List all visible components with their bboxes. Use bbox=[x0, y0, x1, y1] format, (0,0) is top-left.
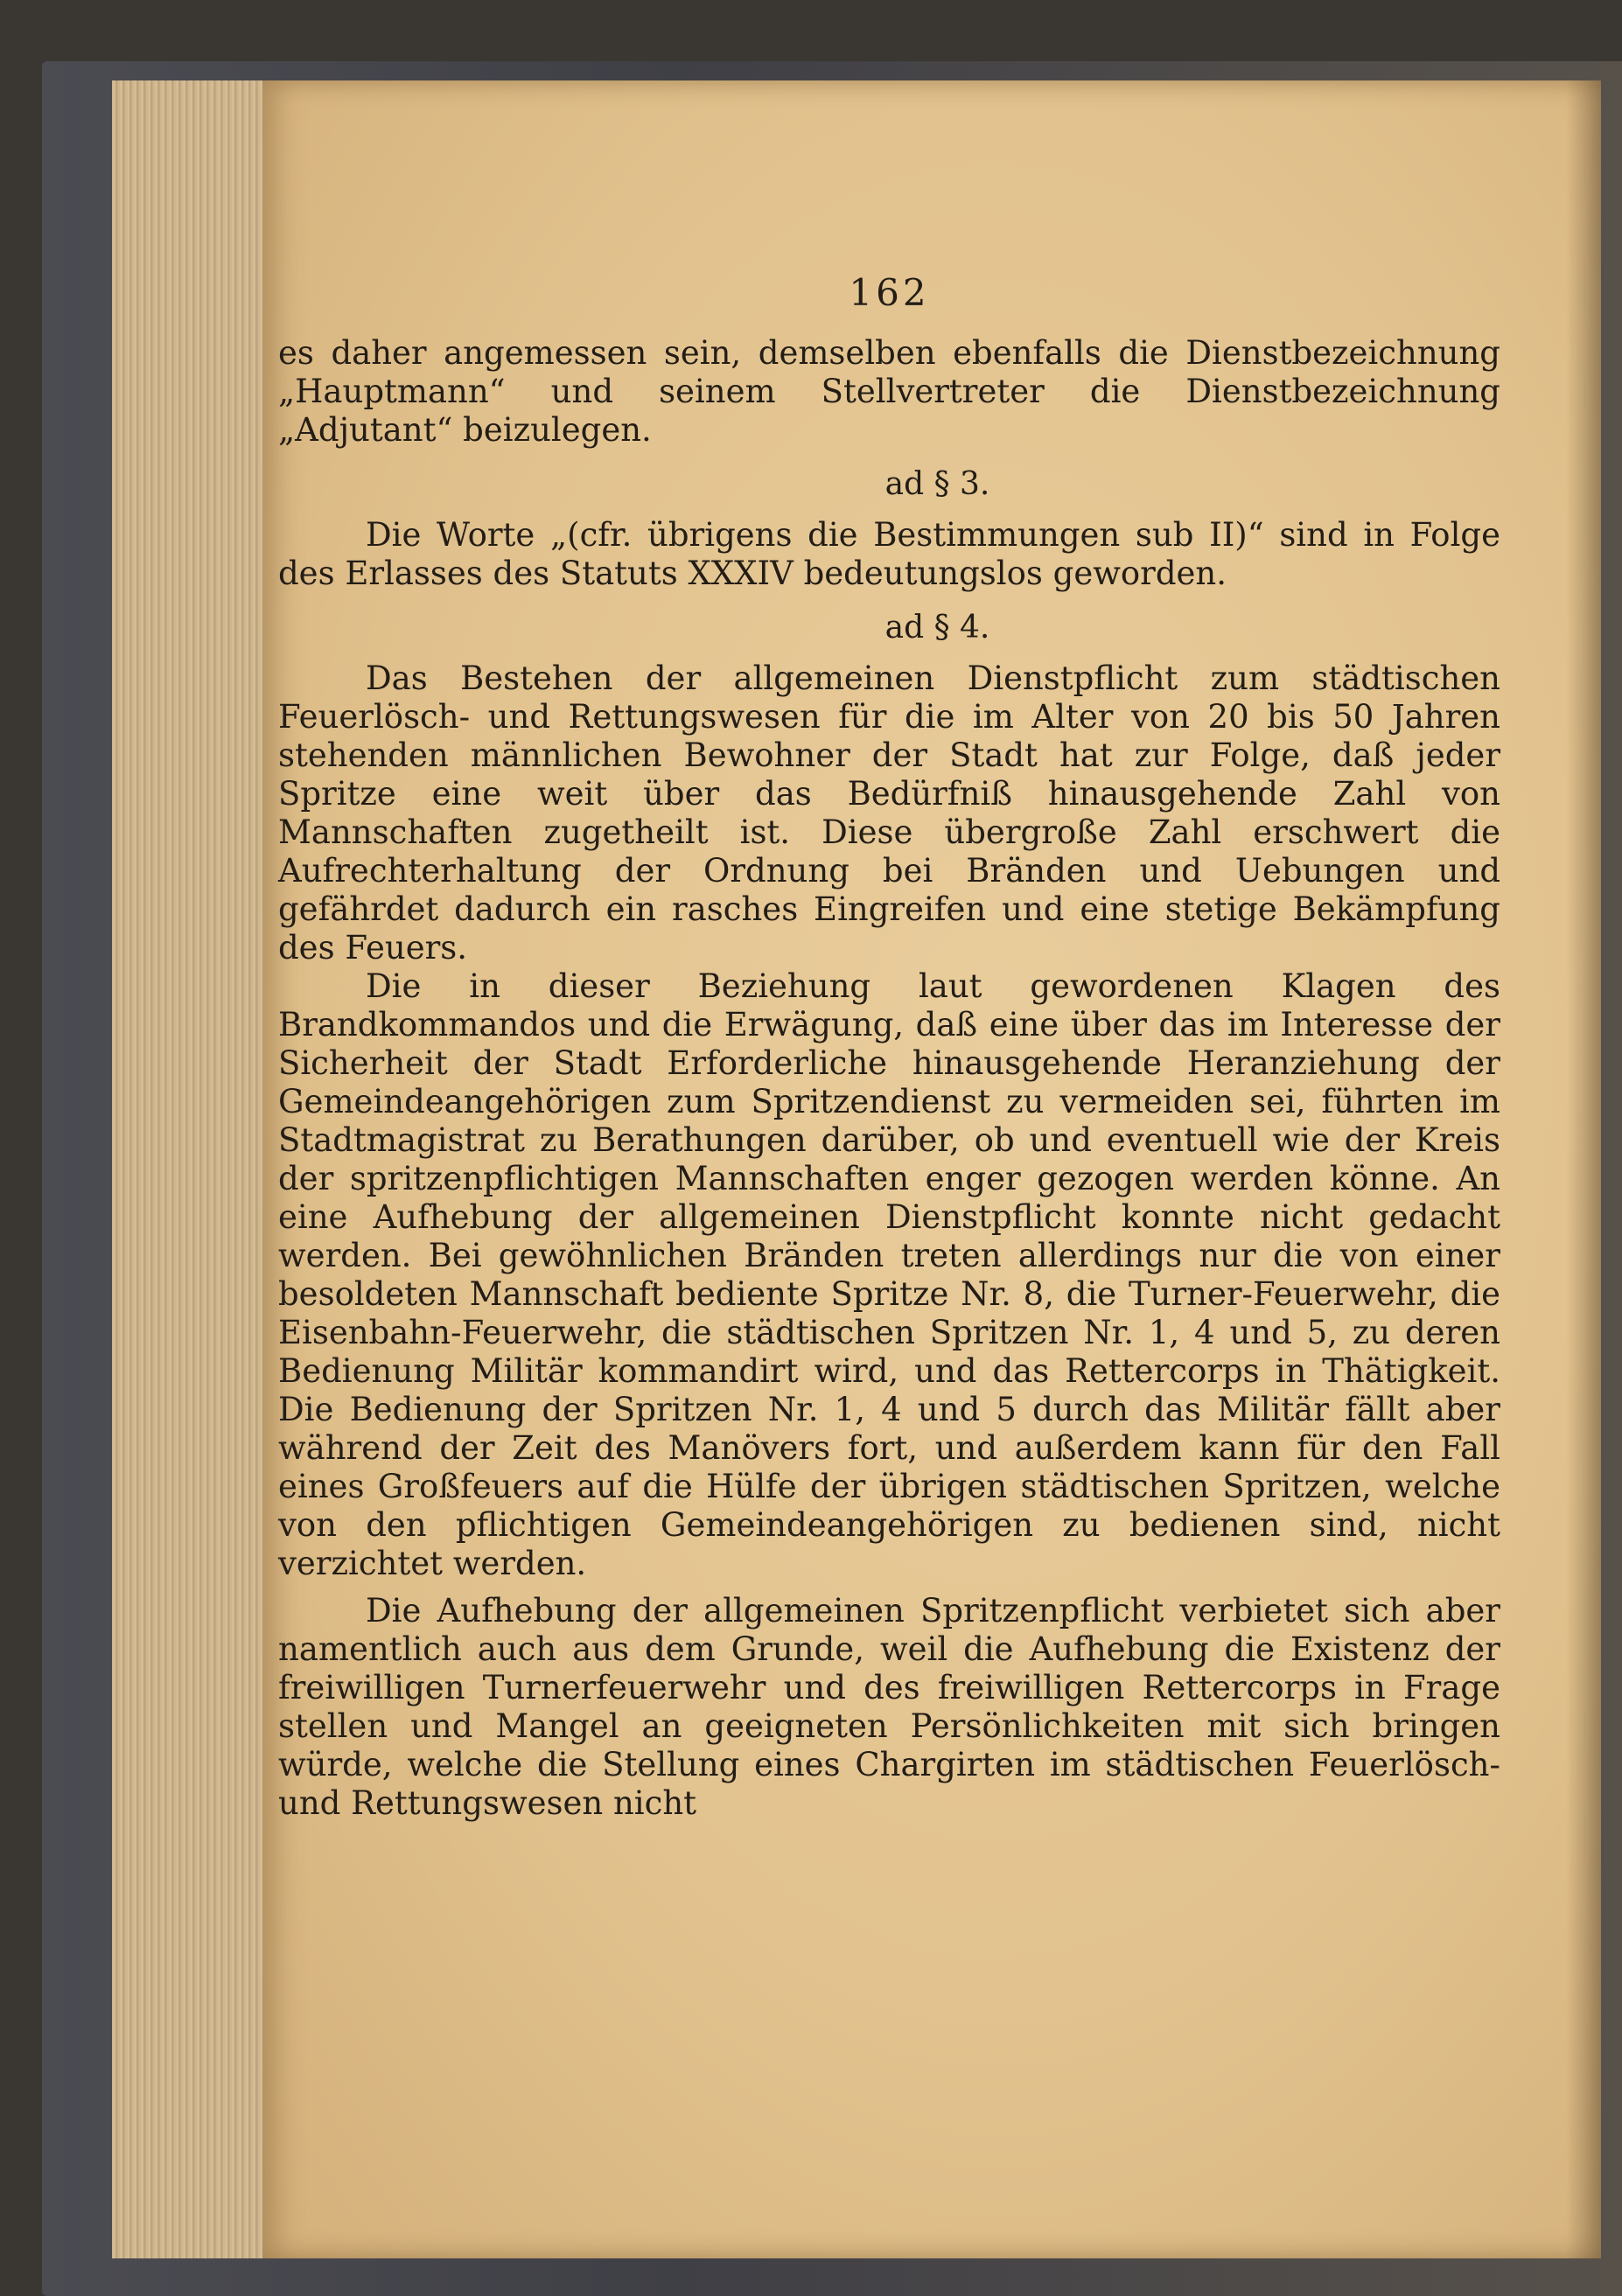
paragraph-section-3: Die Worte „(cfr. übrigens die Bestimmungen sub II)“ sind in Folge des Erlasses des Statuts XXXIV bedeutungslos geworden. bbox=[278, 516, 1500, 592]
paragraph-section-4-b: Die in dieser Beziehung laut gewordenen Klagen des Brandkommandos und die Erwägung, daß eine über das im Interesse der Sicherheit der Stadt Erforderliche hinausgehende Heranziehung der Gemeindeangehörigen zum Spritzendienst zu vermeiden sei, führten im Stadtmagistrat zu Berathungen darüber, ob und eventuell wie der Kreis der spritzenpflichtigen Mannschaften enger gezogen werden könne. An eine Aufhebung der allgemeinen Dienstpflicht konnte nicht gedacht werden. Bei gewöhnlichen Bränden treten allerdings nur die von einer besoldeten Mannschaft bediente Spritze Nr. 8, die Turner-Feuerwehr, die Eisenbahn-Feuerwehr, die städtischen Spritzen Nr. 1, 4 und 5, zu deren Bedienung Militär kommandirt wird, und das Rettercorps in Thätigkeit. Die Bedienung der Spritzen Nr. 1, 4 und 5 durch das Militär fällt aber während der Zeit des Manövers fort, und außerdem kann für den Fall eines Großfeuers auf die Hülfe der übrigen städtischen Spritzen, welche von den pflichtigen Gemeindeangehörigen zu bedienen sind, nicht verzichtet werden. bbox=[278, 967, 1500, 1582]
page-text bbox=[278, 164, 1500, 2045]
intro-paragraph: es daher angemessen sein, demselben ebenfalls die Dienstbezeichnung „Hauptmann“ und seinem Stellvertreter die Dienstbezeichnung „Adjutant“ beizulegen. bbox=[278, 334, 1500, 449]
paragraph-section-4-a: Das Bestehen der allgemeinen Dienstpflicht zum städtischen Feuerlösch- und Rettungswesen für die im Alter von 20 bis 50 Jahren stehenden männlichen Bewohner der Stadt hat zur Folge, daß jeder Spritze eine weit über das Bedürfniß hinausgehende Zahl von Mannschaften zugetheilt ist. Diese übergroße Zahl erschwert die Aufrechterhaltung der Ordnung bei Bränden und Uebungen und gefährdet dadurch ein rasches Eingreifen und eine stetige Bekämpfung des Feuers. bbox=[278, 659, 1500, 967]
page-number: 162 bbox=[849, 271, 930, 314]
section-heading-4: ad § 4. bbox=[884, 610, 990, 646]
page-gutter bbox=[1566, 80, 1601, 2258]
paragraph-section-4-c: Die Aufhebung der allgemeinen Spritzenpflicht verbietet sich aber namentlich auch aus dem Grunde, weil die Aufhebung die Existenz der freiwilligen Turnerfeuerwehr und des freiwilligen Rettercorps in Frage stellen und Mangel an geeigneten Persönlichkeiten mit sich bringen würde, welche die Stellung eines Chargirten im städtischen Feuerlösch- und Rettungswesen nicht bbox=[278, 1592, 1500, 1822]
section-heading-3: ad § 3. bbox=[884, 466, 990, 502]
